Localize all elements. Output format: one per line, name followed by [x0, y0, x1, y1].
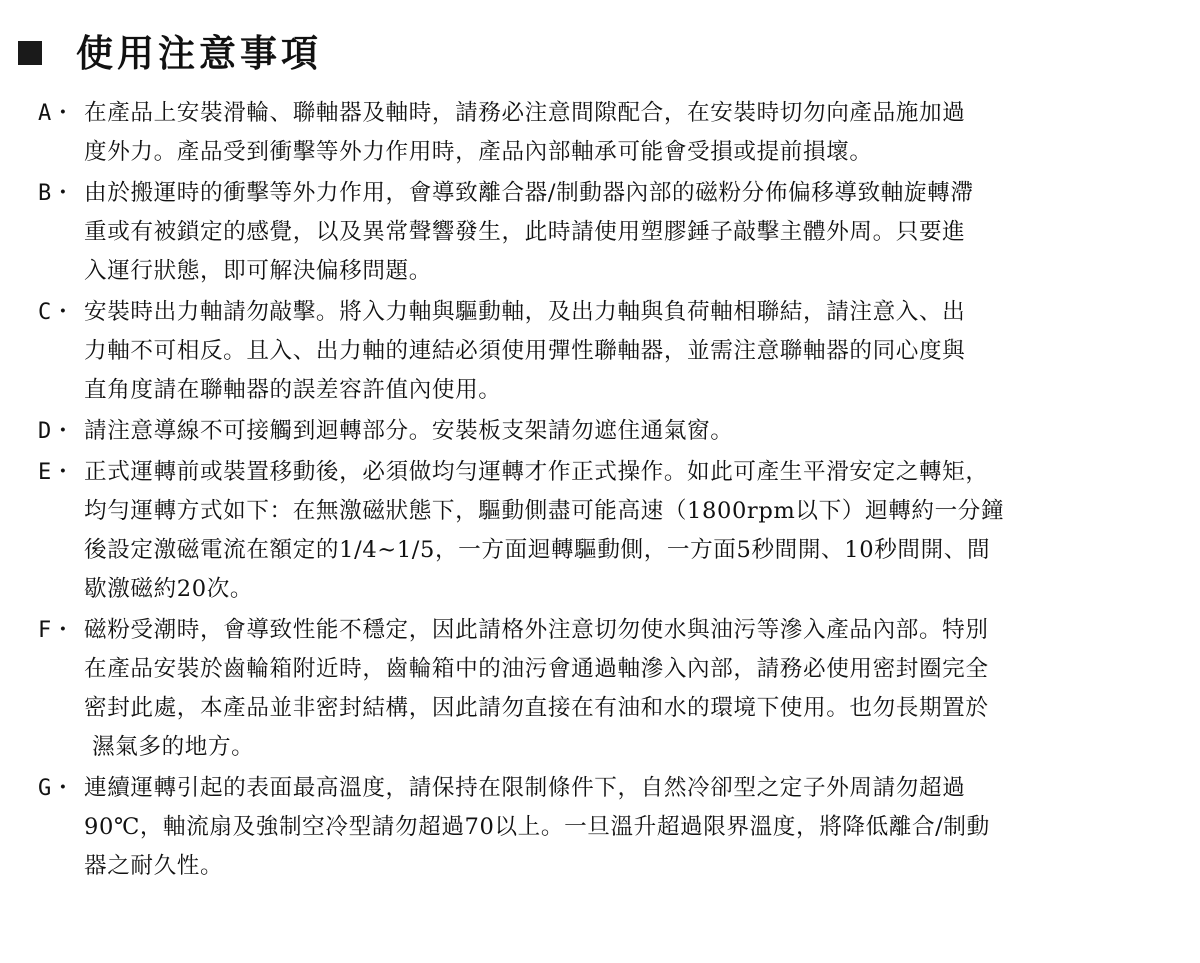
note-line: 磁粉受潮時，會導致性能不穩定，因此請格外注意切勿使水與油污等滲入產品內部。特別 — [84, 617, 989, 643]
note-line: 請注意導線不可接觸到迴轉部分。安裝板支架請勿遮住通氣窗。 — [84, 418, 734, 444]
note-g — [38, 769, 1173, 886]
note-letter: D・ — [38, 419, 75, 444]
note-line: 入運行狀態，即可解決偏移問題。 — [84, 258, 432, 284]
section-heading — [18, 26, 322, 80]
note-line: 正式運轉前或裝置移動後，必須做均勻運轉才作正式操作。如此可產生平滑安定之轉矩， — [84, 459, 989, 485]
note-line: 直角度請在聯軸器的誤差容許值內使用。 — [84, 377, 502, 403]
note-line: 器之耐久性。 — [84, 853, 224, 879]
note-line: 由於搬運時的衝擊等外力作用，會導致離合器/制動器內部的磁粉分佈偏移導致軸旋轉滯 — [84, 180, 974, 206]
note-c — [38, 293, 1173, 410]
square-bullet-icon — [18, 41, 42, 65]
note-d — [38, 412, 1173, 451]
note-b — [38, 174, 1173, 291]
note-letter: C・ — [38, 300, 75, 325]
note-line: 後設定激磁電流在額定的1/4~1/5，一方面迴轉驅動側，一方面5秒間開、10秒間開、間 — [84, 537, 991, 563]
note-line: 連續運轉引起的表面最高溫度，請保持在限制條件下，自然冷卻型之定子外周請勿超過 — [84, 775, 966, 801]
note-letter: F・ — [38, 618, 75, 643]
note-line: 力軸不可相反。且入、出力軸的連結必須使用彈性聯軸器，並需注意聯軸器的同心度與 — [84, 338, 966, 364]
note-letter: B・ — [38, 181, 75, 206]
note-line: 度外力。產品受到衝擊等外力作用時，產品內部軸承可能會受損或提前損壞。 — [84, 139, 873, 165]
notes-list — [38, 94, 1173, 888]
note-f — [38, 611, 1173, 767]
note-e — [38, 453, 1173, 609]
note-line: 安裝時出力軸請勿敲擊。將入力軸與驅動軸，及出力軸與負荷軸相聯結，請注意入、出 — [84, 299, 966, 325]
note-a — [38, 94, 1173, 172]
note-letter: G・ — [38, 776, 75, 801]
note-line: 濕氣多的地方。 — [92, 734, 255, 760]
note-line: 均勻運轉方式如下：在無激磁狀態下，驅動側盡可能高速（1800rpm以下）迴轉約一分鐘 — [84, 498, 1005, 524]
note-line: 90℃，軸流扇及強制空冷型請勿超過70以上。一旦溫升超過限界溫度，將降低離合/制動 — [84, 814, 990, 840]
note-line: 重或有被鎖定的感覺，以及異常聲響發生，此時請使用塑膠錘子敲擊主體外周。只要進 — [84, 219, 966, 245]
section-title: 使用注意事項 — [76, 30, 322, 75]
note-line: 在產品安裝於齒輪箱附近時，齒輪箱中的油污會通過軸滲入內部，請務必使用密封圈完全 — [84, 656, 989, 682]
note-letter: E・ — [38, 460, 75, 485]
note-line: 在產品上安裝滑輪、聯軸器及軸時，請務必注意間隙配合，在安裝時切勿向產品施加過 — [84, 100, 966, 126]
note-line: 密封此處，本產品並非密封結構，因此請勿直接在有油和水的環境下使用。也勿長期置於 — [84, 695, 989, 721]
note-letter: A・ — [38, 101, 75, 126]
note-line: 歇激磁約20次。 — [84, 576, 254, 602]
